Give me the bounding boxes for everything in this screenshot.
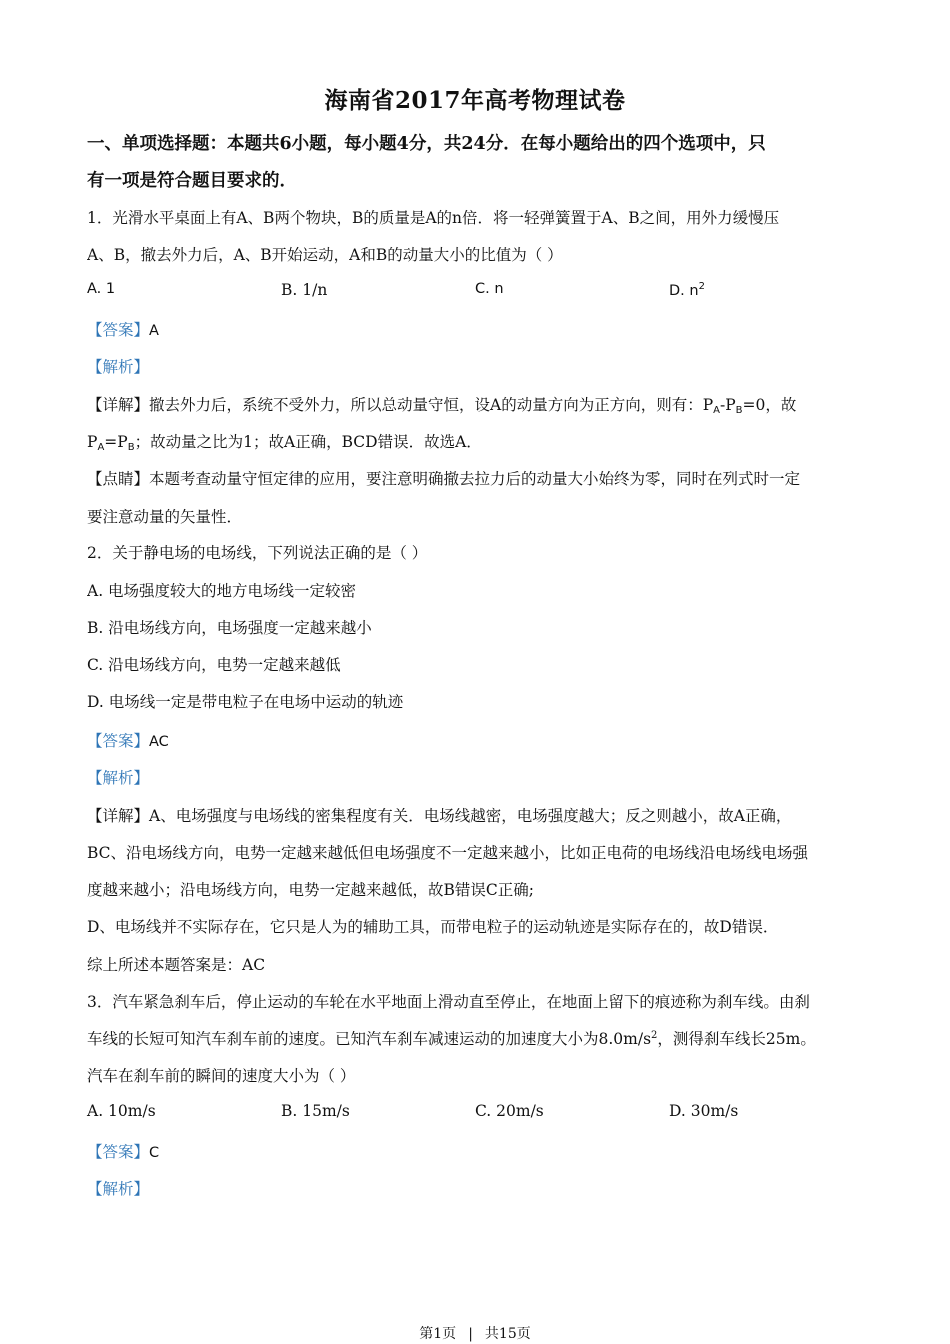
q2-detail-line-1 xyxy=(87,804,867,826)
q2-option-c: C. 沿电场线方向，电势一定越来越低 xyxy=(87,656,341,674)
q1-option-b: B. 1/n xyxy=(281,281,328,299)
q1-detail-l2-sub-b: B xyxy=(127,442,135,453)
q2-answer-row xyxy=(87,729,867,751)
q3-option-a: A. 10m/s xyxy=(87,1102,156,1120)
q3-analysis-label: 【解析】 xyxy=(87,1180,150,1198)
footer-separator: | xyxy=(468,1326,473,1342)
q3-stem-l2-pre: 车线的长短可知汽车刹车前的速度。已知汽车刹车减速运动的加速度大小为8.0m/s xyxy=(87,1030,652,1048)
q1-comment-line-2: 要注意动量的矢量性． xyxy=(87,508,243,526)
q2-detail-label: 【详解】 xyxy=(87,807,150,825)
section-heading-line-2: 有一项是符合题目要求的． xyxy=(87,171,297,191)
footer-page-current: 第1页 xyxy=(419,1326,457,1342)
q2-detail-text-1: A、电场强度与电场线的密集程度有关．电场线越密，电场强度越大；反之则越小，故A正确， xyxy=(149,807,792,825)
q1-option-c: C. n xyxy=(475,281,504,297)
q1-answer-row xyxy=(87,318,867,340)
q2-option-d: D. 电场线一定是带电粒子在电场中运动的轨迹 xyxy=(87,693,404,711)
q1-detail-l2-p: P xyxy=(87,433,98,451)
q1-detail-l2-mid: =P xyxy=(104,433,128,451)
q3-stem-l2-post: ，测得刹车线长25m。 xyxy=(657,1030,816,1048)
q3-stem-line-2 xyxy=(87,1027,867,1049)
q1-option-d-base: D. n xyxy=(669,283,699,299)
q2-detail-line-3: 度越来越小；沿电场线方向，电势一定越来越低，故B错误C正确; xyxy=(87,881,534,899)
q3-stem-l2-exponent: 2 xyxy=(651,1030,658,1041)
q2-summary: 综上所述本题答案是：AC xyxy=(87,956,266,974)
q1-options xyxy=(87,281,867,305)
q1-stem-line-1: 1．光滑水平桌面上有A、B两个物块，B的质量是A的n倍．将一轻弹簧置于A、B之间，用外力缓慢压 xyxy=(87,209,780,227)
section-heading-line-1: 一、单项选择题：本题共6小题，每小题4分，共24分．在每小题给出的四个选项中，只 xyxy=(87,134,766,154)
q1-detail-text-3: =0，故 xyxy=(742,396,797,414)
q3-answer-label: 【答案】 xyxy=(87,1143,150,1161)
page-title: 海南省2017年高考物理试卷 xyxy=(324,87,626,114)
q1-detail-text-2: -P xyxy=(720,396,736,414)
q3-option-b: B. 15m/s xyxy=(281,1102,350,1120)
q1-detail-l2-sub-a: A xyxy=(97,442,105,453)
q3-answer-row xyxy=(87,1140,867,1162)
q2-option-b: B. 沿电场线方向，电场强度一定越来越小 xyxy=(87,619,372,637)
q1-comment-line-1 xyxy=(87,467,867,489)
q2-answer-label: 【答案】 xyxy=(87,732,150,750)
q1-detail-l2-post: ；故动量之比为1；故A正确，BCD错误．故选A． xyxy=(134,433,482,451)
q1-comment-label: 【点睛】 xyxy=(87,470,150,488)
q3-answer-value: C xyxy=(149,1145,160,1161)
q3-stem-line-1: 3．汽车紧急刹车后，停止运动的车轮在水平地面上滑动直至停止，在地面上留下的痕迹称为刹车线。由刹 xyxy=(87,993,810,1011)
q2-detail-line-4: D、电场线并不实际存在，它只是人为的辅助工具，而带电粒子的运动轨迹是实际存在的，故D错误． xyxy=(87,918,779,936)
q3-option-d: D. 30m/s xyxy=(669,1102,739,1120)
q1-answer-value: A xyxy=(149,323,159,339)
footer-page-total: 共15页 xyxy=(484,1326,531,1342)
q1-detail-label: 【详解】 xyxy=(87,396,150,414)
q2-option-a: A. 电场强度较大的地方电场线一定较密 xyxy=(87,582,357,600)
q1-detail-text-1: 撤去外力后，系统不受外力，所以总动量守恒，设A的动量方向为正方向，则有：P xyxy=(149,396,714,414)
q1-analysis-label: 【解析】 xyxy=(87,358,150,376)
q1-detail-sub-a: A xyxy=(713,405,720,416)
q1-answer-label: 【答案】 xyxy=(87,321,150,339)
q3-stem-line-3: 汽车在刹车前的瞬间的速度大小为（ ） xyxy=(87,1067,356,1085)
q1-stem-line-2: A、B，撤去外力后，A、B开始运动，A和B的动量大小的比值为（ ） xyxy=(87,246,563,264)
q2-analysis-label: 【解析】 xyxy=(87,769,150,787)
q1-option-d xyxy=(669,281,705,299)
q1-comment-text-1: 本题考查动量守恒定律的应用，要注意明确撤去拉力后的动量大小始终为零，同时在列式时一定 xyxy=(149,470,801,488)
q2-answer-value: AC xyxy=(149,734,169,750)
q2-stem: 2．关于静电场的电场线，下列说法正确的是（ ） xyxy=(87,544,428,562)
q1-option-d-exponent: 2 xyxy=(698,281,705,292)
q1-detail-sub-b: B xyxy=(735,405,743,416)
q2-detail-line-2: BC、沿电场线方向，电势一定越来越低但电场强度不一定越来越小，比如正电荷的电场线沿电场线电场强 xyxy=(87,844,809,862)
page-footer xyxy=(0,1323,950,1343)
q3-option-c: C. 20m/s xyxy=(475,1102,544,1120)
q1-detail-line-2 xyxy=(87,430,867,453)
q1-option-a: A. 1 xyxy=(87,281,116,297)
q3-options xyxy=(87,1102,867,1126)
q1-detail-line-1 xyxy=(87,393,867,416)
